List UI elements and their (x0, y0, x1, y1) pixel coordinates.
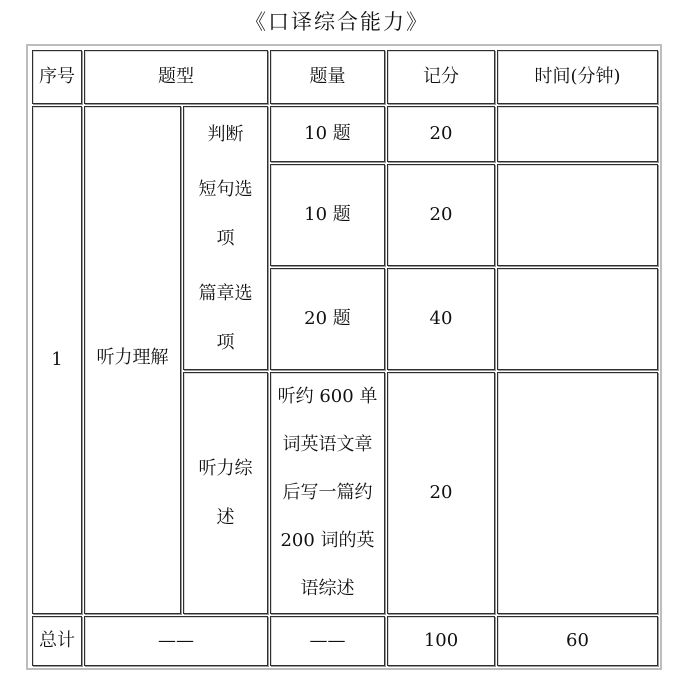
quantity-row-2: 10 题 (270, 164, 385, 266)
total-quantity: —— (270, 616, 385, 666)
section-seq: 1 (32, 106, 82, 614)
header-score: 记分 (387, 50, 495, 104)
total-type: —— (84, 616, 268, 666)
quantity-row-4: 听约 600 单词英语文章后写一篇约 200 词的英语综述 (270, 372, 385, 614)
time-row-1 (497, 106, 658, 162)
score-row-2: 20 (387, 164, 495, 266)
exam-table (26, 44, 662, 670)
header-type: 题型 (84, 50, 268, 104)
time-row-3 (497, 268, 658, 370)
subtype-row-4: 听力综述 (183, 372, 268, 614)
total-score: 100 (387, 616, 495, 666)
header-quantity: 题量 (270, 50, 385, 104)
quantity-row-1: 10 题 (270, 106, 385, 162)
subtype-row-2: 短句选项 (198, 179, 253, 249)
header-time: 时间(分钟) (497, 50, 658, 104)
score-row-1: 20 (387, 106, 495, 162)
total-label: 总计 (32, 616, 82, 666)
score-row-4: 20 (387, 372, 495, 614)
header-seq: 序号 (32, 50, 82, 104)
total-time: 60 (497, 616, 658, 666)
time-row-2 (497, 164, 658, 266)
time-row-4 (497, 372, 658, 614)
quantity-row-3: 20 题 (270, 268, 385, 370)
page-title: 《口译综合能力》 (245, 10, 429, 34)
subtype-row-1: 判断 (207, 124, 244, 146)
subtype-row-3: 篇章选项 (198, 283, 253, 353)
section-name: 听力理解 (84, 106, 181, 614)
score-row-3: 40 (387, 268, 495, 370)
